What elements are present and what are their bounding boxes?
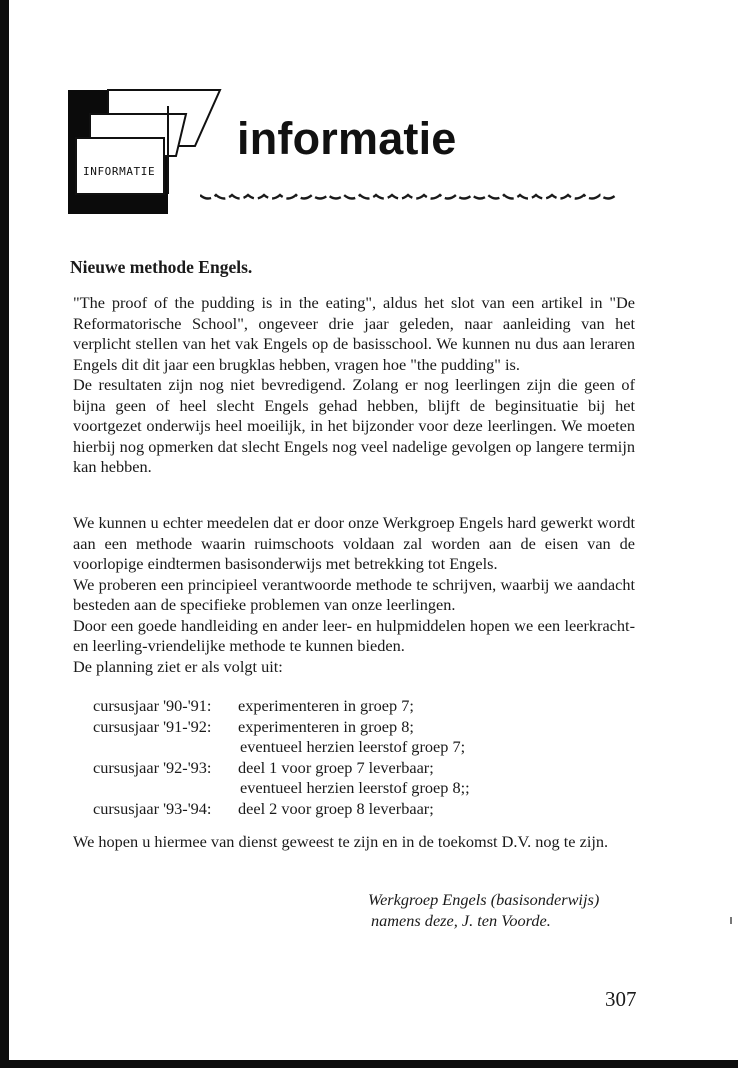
planning-item bbox=[93, 758, 470, 779]
planning-task: experimenteren in groep 8; bbox=[238, 716, 414, 736]
article-subtitle: Nieuwe methode Engels. bbox=[70, 257, 253, 277]
paragraph-line: "The proof of the pudding is in the eating", aldus het slot van een artikel in "De Reformatorische School", ongeveer drie jaar geleden, naar aanleiding van het verplicht stellen van het vak Engels op de basisschool. We kunnen nu dus aan leraren Engels dit dit jaar een brugklas hebben, vragen hoe "the pudding" is. bbox=[73, 293, 635, 374]
paragraph-line: We proberen een principieel verantwoorde methode te schrijven, waarbij we aandacht besteden aan de specifieke problemen van onze leerlingen. bbox=[73, 574, 635, 614]
planning-year: cursusjaar '90-'91: bbox=[93, 696, 212, 715]
planning-item bbox=[93, 737, 470, 758]
paragraph-intro bbox=[73, 293, 635, 478]
paragraph-line: De resultaten zijn nog niet bevredigend. Zolang er nog leerlingen zijn die geen of bijna geen of heel slecht Engels gehad hebben, blijft de beginsituatie bij het voortgezet onderwijs heel moeilijk, in het bijzonder voor deze leerlingen. We moeten hierbij nog opmerken dat slecht Engels nog veel nadelige gevolgen op langere termijn kan hebben. bbox=[73, 375, 635, 476]
scan-border-left bbox=[0, 0, 9, 1068]
planning-task: eventueel herzien leerstof groep 7; bbox=[240, 737, 466, 756]
planning-year: cursusjaar '91-'92: bbox=[93, 716, 212, 736]
planning-year: cursusjaar '93-'94: bbox=[93, 798, 212, 818]
planning-item bbox=[93, 799, 470, 820]
planning-task: deel 1 voor groep 7 leverbaar; bbox=[238, 757, 434, 777]
paragraph-line: De planning ziet er als volgt uit: bbox=[73, 656, 283, 676]
planning-item bbox=[93, 696, 470, 717]
planning-item bbox=[93, 778, 470, 799]
page-title: informatie bbox=[237, 113, 457, 164]
planning-task: eventueel herzien leerstof groep 8;; bbox=[240, 778, 470, 797]
paragraph-line: We kunnen u echter meedelen dat er door onze Werkgroep Engels hard gewerkt wordt aan een methode waarin ruimschoots voldaan zal worden aan de eisen van de voorlopige eindtermen basisonderwijs met betrekking tot Engels. bbox=[73, 513, 635, 573]
logo-caption: INFORMATIE bbox=[83, 165, 156, 178]
paragraph-method bbox=[73, 513, 635, 677]
signature-group: Werkgroep Engels (basisonderwijs) bbox=[368, 890, 600, 909]
planning-task: deel 2 voor groep 8 leverbaar; bbox=[238, 798, 434, 818]
planning-item bbox=[93, 717, 470, 738]
paragraph-closing: We hopen u hiermee van dienst geweest te zijn en in de toekomst D.V. nog te zijn. bbox=[73, 832, 609, 851]
scan-border-bottom bbox=[0, 1060, 738, 1068]
planning-list bbox=[93, 696, 470, 819]
page-number: 307 bbox=[605, 987, 637, 1011]
signature bbox=[368, 890, 599, 931]
signature-author: namens deze, J. ten Voorde. bbox=[371, 910, 551, 930]
planning-year: cursusjaar '92-'93: bbox=[93, 757, 212, 777]
planning-task: experimenteren in groep 7; bbox=[238, 696, 414, 715]
scan-speck bbox=[730, 917, 732, 924]
paragraph-line: Door een goede handleiding en ander leer- en hulpmiddelen hopen we een leerkracht- en leerling-vriendelijke methode te kunnen bieden. bbox=[73, 615, 635, 655]
wavy-underline bbox=[200, 190, 618, 204]
